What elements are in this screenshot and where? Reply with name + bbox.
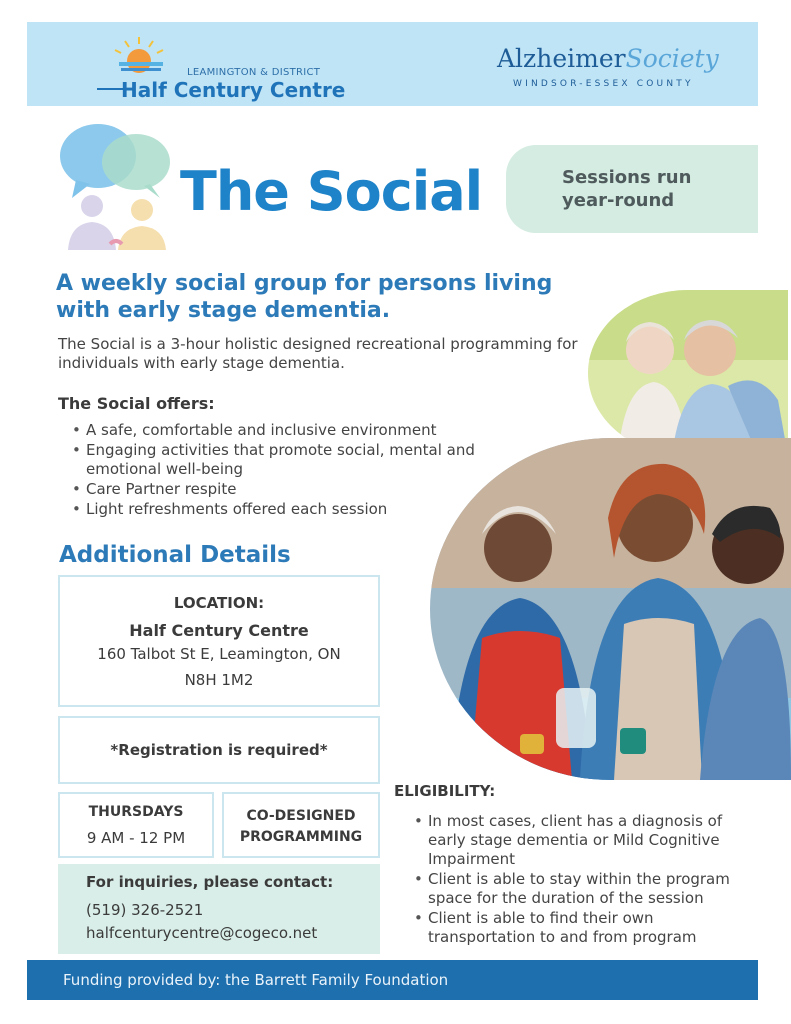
sessions-badge: [506, 145, 758, 233]
schedule-box: [58, 792, 214, 858]
partner-left-small-text: LEAMINGTON & DISTRICT: [187, 67, 321, 78]
partner-right-name-main: Alzheimer: [497, 44, 626, 73]
list-item: • Light refreshments offered each session: [72, 500, 482, 519]
location-box: [58, 575, 380, 707]
contact-title: For inquiries, please contact:: [86, 873, 334, 891]
additional-details-title: Additional Details: [59, 542, 291, 568]
address-line-1: 160 Talbot St E, Leamington, ON: [97, 645, 341, 663]
programming-line-2: PROGRAMMING: [239, 829, 363, 845]
activity-photo-image: [430, 438, 791, 780]
location-name: Half Century Centre: [129, 621, 309, 640]
sessions-text: Sessions run year-round: [562, 167, 692, 211]
list-item: • Client is able to stay within the program space for the duration of the session: [414, 870, 764, 908]
logo-underline: [97, 88, 123, 90]
list-item: • Care Partner respite: [72, 480, 482, 499]
contact-box: [58, 864, 380, 954]
programming-box: [222, 792, 380, 858]
offers-title: The Social offers:: [58, 394, 215, 413]
registration-text: *Registration is required*: [110, 741, 328, 759]
contact-email[interactable]: halfcenturycentre@cogeco.net: [86, 924, 318, 942]
seniors-photo: [588, 290, 788, 456]
partner-right-name-italic: Society: [625, 44, 719, 73]
list-item: • In most cases, client has a diagnosis of early stage dementia or Mild Cognitive Impairment: [414, 812, 764, 869]
eligibility-list: [414, 812, 764, 948]
alzheimer-society-logo: [497, 44, 757, 100]
schedule-day: THURSDAYS: [88, 804, 184, 820]
funding-text: Funding provided by: the Barrett Family Foundation: [63, 971, 449, 989]
list-item: • Client is able to find their own transportation to and from program: [414, 909, 764, 947]
seniors-photo-image: [588, 290, 788, 456]
registration-box: [58, 716, 380, 784]
partner-right-subtitle: WINDSOR-ESSEX COUNTY: [513, 79, 694, 89]
social-group-icon: [56, 120, 174, 254]
sunrise-icon: [109, 35, 169, 75]
schedule-time: 9 AM - 12 PM: [86, 829, 186, 847]
location-label: LOCATION:: [173, 594, 265, 612]
subheading: A weekly social group for persons living with early stage dementia.: [56, 271, 553, 323]
list-item: • A safe, comfortable and inclusive environment: [72, 421, 482, 440]
page-title: The Social: [180, 160, 483, 223]
partner-left-name: Half Century Centre: [121, 78, 346, 102]
activity-photo: [430, 438, 791, 780]
half-century-centre-logo: [87, 30, 347, 102]
intro-paragraph: The Social is a 3-hour holistic designed recreational programming for individuals with early stage dementia.: [58, 335, 578, 372]
programming-line-1: CO-DESIGNED: [246, 808, 356, 824]
contact-phone[interactable]: (519) 326-2521: [86, 901, 204, 919]
partner-right-name: [497, 44, 757, 73]
footer-band: [27, 960, 758, 1000]
list-item: • Engaging activities that promote social, mental and emotional well-being: [72, 441, 482, 479]
address-line-2: N8H 1M2: [184, 671, 254, 689]
header-band: [27, 22, 758, 106]
eligibility-title: ELIGIBILITY:: [394, 782, 496, 800]
offers-list: [72, 421, 482, 520]
